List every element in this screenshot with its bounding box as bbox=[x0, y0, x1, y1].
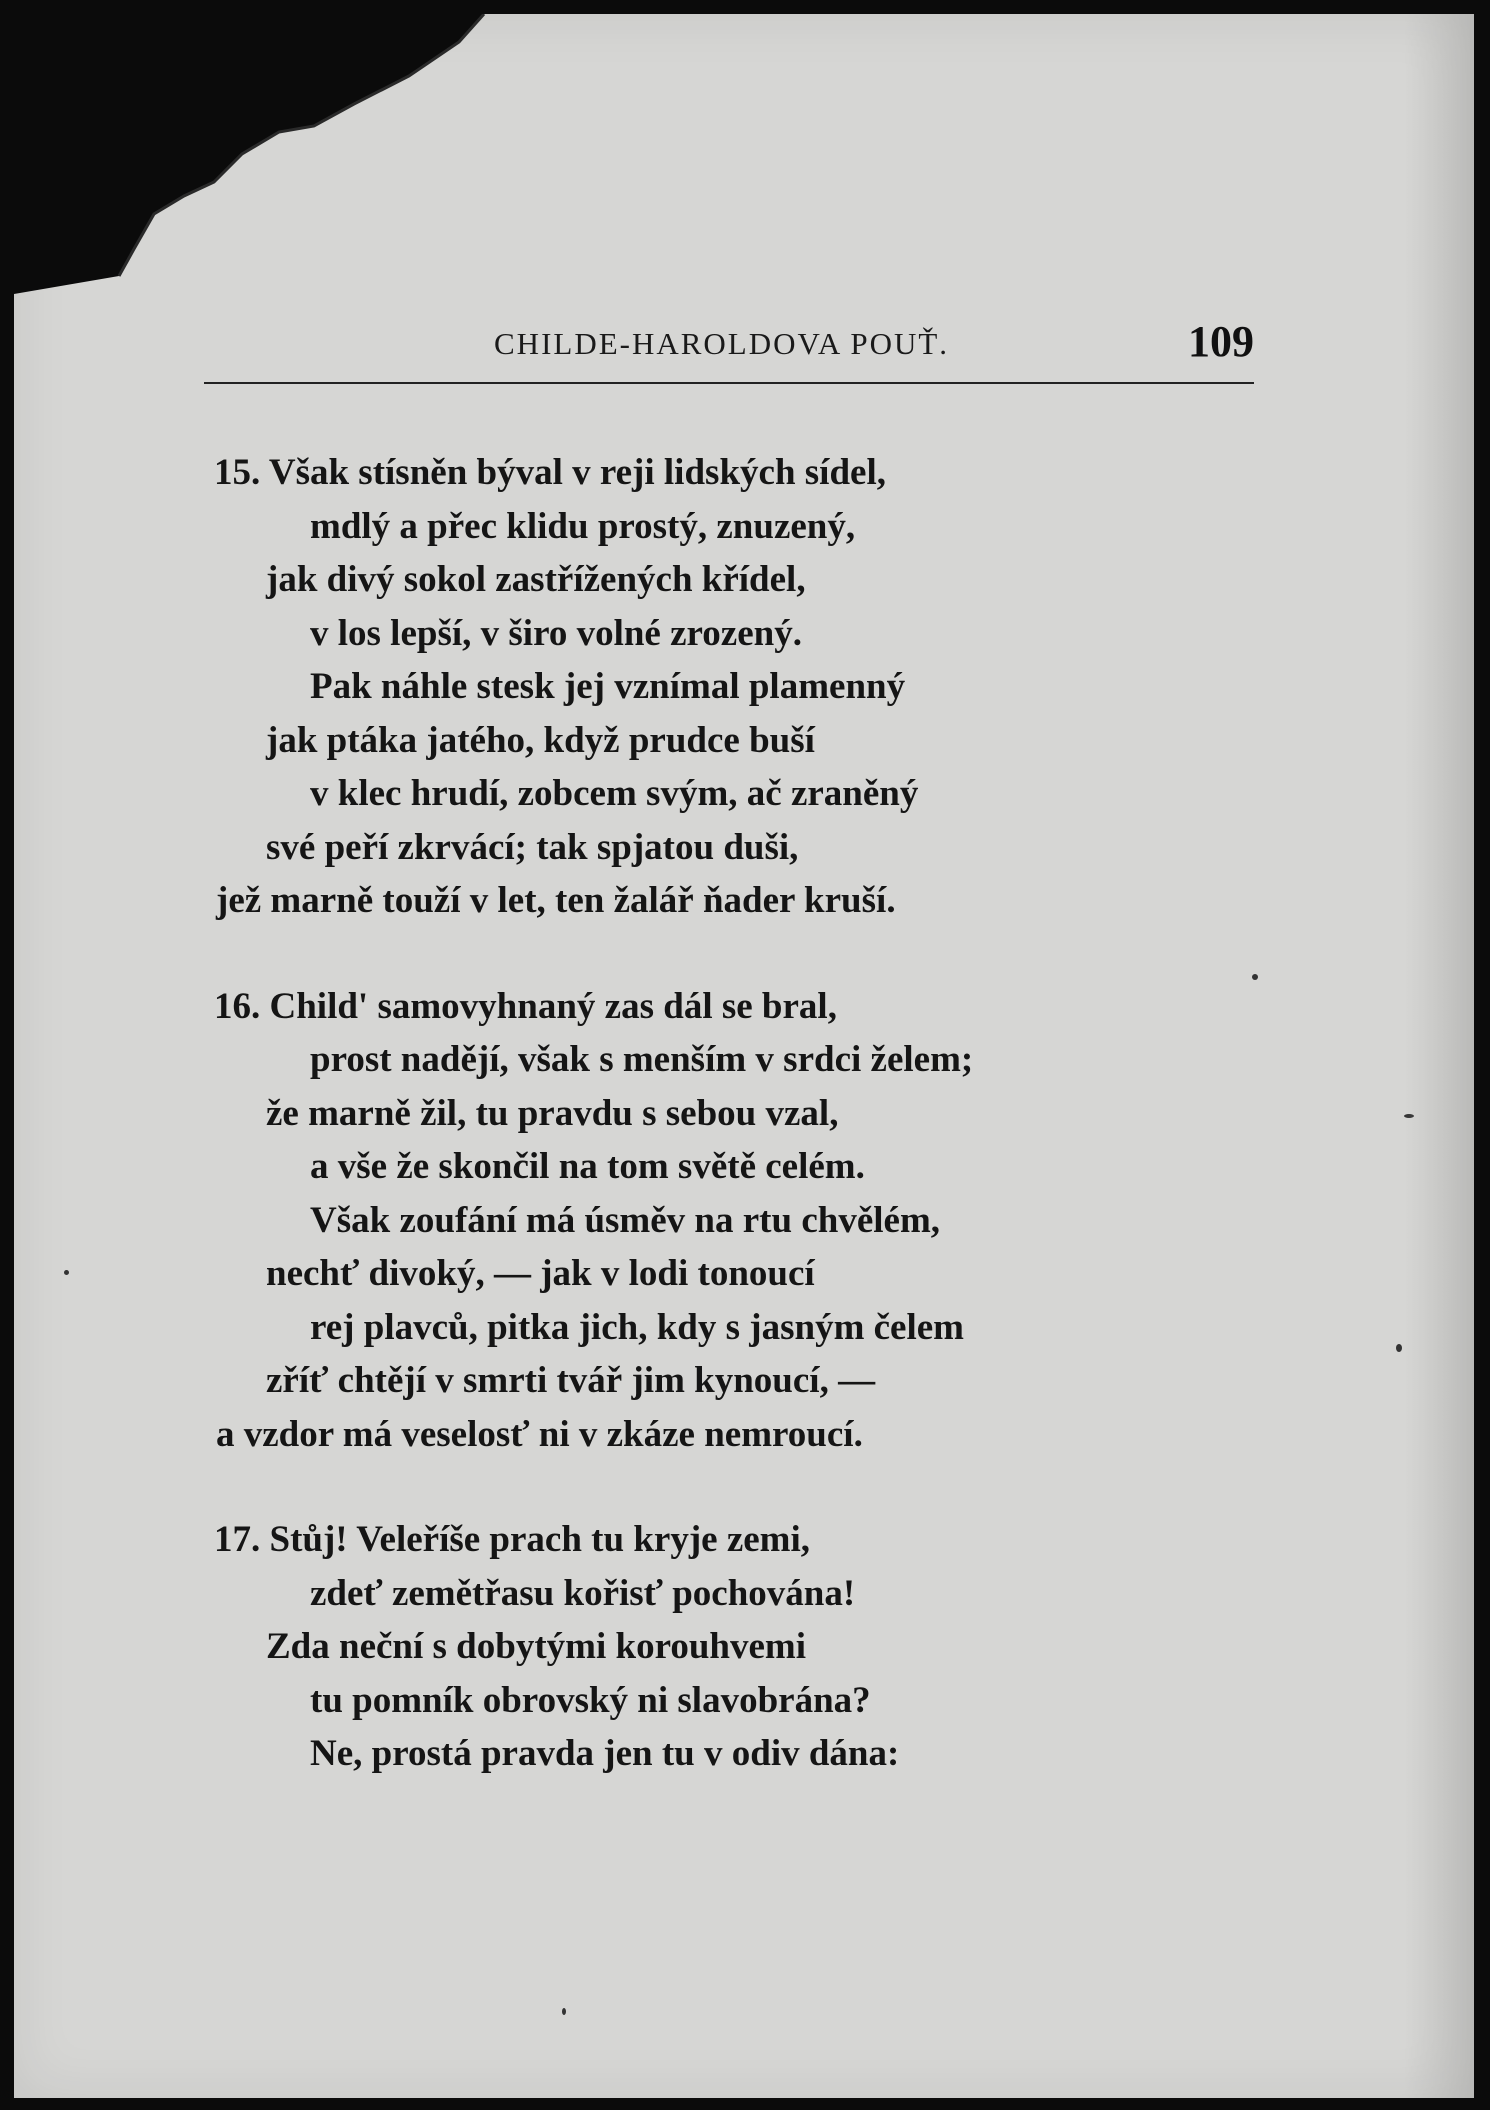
stanza-line: nechť divoký, — jak v lodi tonoucí bbox=[266, 1253, 815, 1294]
stanza-line: jak ptáka jatého, když prudce buší bbox=[266, 719, 815, 761]
stanza-line: 15. Však stísněn býval v reji lidských sídel, bbox=[14, 446, 1474, 500]
stanza-line: a vše že skončil na tom světě celém. bbox=[310, 1146, 865, 1187]
stanza-line: 17. Stůj! Veleříše prach tu kryje zemi, bbox=[14, 1513, 1474, 1567]
stanza-15 bbox=[14, 446, 1474, 928]
stanza-line: 16. Child' samovyhnaný zas dál se bral, bbox=[14, 980, 1474, 1034]
stanza-line: Pak náhle stesk jej vznímal plamenný bbox=[310, 666, 906, 707]
stanza-number: 17. bbox=[214, 1519, 261, 1560]
stanza-line: jež marně touží v let, ten žalář ňader kruší. bbox=[216, 880, 896, 921]
stanza-line: zdeť zemětřasu kořisť pochována! bbox=[310, 1572, 856, 1614]
stanza-line: v klec hrudí, zobcem svým, ač zraněný bbox=[310, 773, 919, 814]
stanza-line: mdlý a přec klidu prostý, znuzený, bbox=[310, 505, 856, 547]
stanza-line: zříť chtějí v smrti tvář jim kynoucí, — bbox=[266, 1360, 876, 1401]
torn-corner bbox=[14, 14, 534, 294]
stanza-17 bbox=[14, 1513, 1474, 1781]
paper-speck bbox=[562, 2008, 566, 2015]
stanza-line: tu pomník obrovský ni slavobrána? bbox=[310, 1679, 871, 1721]
stanza-line: rej plavců, pitka jich, kdy s jasným čelem bbox=[310, 1306, 965, 1348]
page-header bbox=[204, 314, 1254, 384]
poem-body bbox=[14, 446, 1474, 1833]
header-rule bbox=[204, 382, 1254, 384]
stanza-line: v los lepší, v širo volné zrozený. bbox=[310, 612, 802, 654]
stanza-line: Zda neční s dobytými korouhvemi bbox=[266, 1626, 807, 1667]
stanza-16 bbox=[14, 980, 1474, 1462]
paper-speck bbox=[1404, 1114, 1414, 1118]
stanza-line: jak divý sokol zastřížených křídel, bbox=[266, 559, 806, 600]
stanza-line: Ne, prostá pravda jen tu v odiv dána: bbox=[310, 1733, 900, 1774]
stanza-line: Však zoufání má úsměv na rtu chvělém, bbox=[310, 1199, 941, 1241]
running-title: CHILDE-HAROLDOVA POUŤ. bbox=[494, 326, 950, 361]
book-page bbox=[14, 14, 1474, 2098]
stanza-line: své peří zkrvácí; tak spjatou duši, bbox=[266, 826, 799, 868]
paper-speck bbox=[64, 1270, 69, 1275]
stanza-number: 15. bbox=[214, 452, 261, 493]
stanza-line: a vzdor má veselosť ni v zkáze nemroucí. bbox=[216, 1413, 863, 1455]
page-number: 109 bbox=[1188, 317, 1254, 366]
stanza-line: že marně žil, tu pravdu s sebou vzal, bbox=[266, 1092, 839, 1134]
paper-speck bbox=[1396, 1344, 1402, 1352]
stanza-number: 16. bbox=[214, 985, 261, 1027]
stanza-line: prost nadějí, však s menším v srdci želem; bbox=[310, 1039, 974, 1080]
paper-speck bbox=[1252, 974, 1258, 980]
